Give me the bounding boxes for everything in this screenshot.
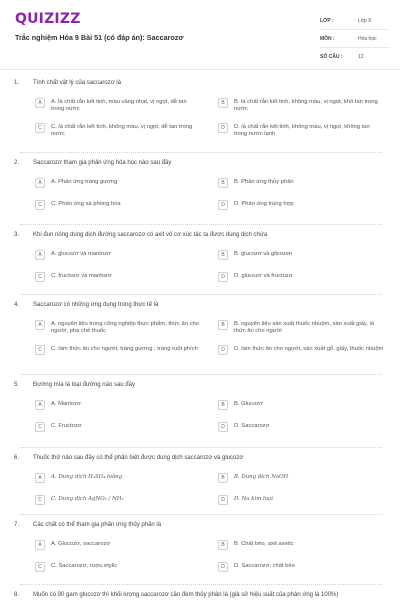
option-text: A. Dung dịch H₂SO₄ loãng xyxy=(51,474,123,480)
meta-label: MÔN : xyxy=(320,35,335,42)
worksheet-meta xyxy=(320,12,390,66)
option-text: B. là chất rắn kết tinh, không màu, vị ngọt, khó tan trong nước xyxy=(234,99,378,112)
question-divider xyxy=(20,374,382,375)
option-letter-box: A xyxy=(35,178,45,188)
question-text: Khi đun nóng dung dịch đường saccarozơ có axit vô cơ xúc tác ta được dung dịch chứa xyxy=(33,232,268,238)
option-letter-box: A xyxy=(35,98,45,108)
option-letter-box: D xyxy=(218,123,228,133)
question-number: 4. xyxy=(14,302,20,308)
question-divider xyxy=(20,584,382,585)
option-text: B. nguyên liệu sản xuất thuốc nhuộm, sản xuất giấy, là thức ăn cho người xyxy=(234,321,375,334)
option-letter-box: D xyxy=(218,272,228,282)
option-letter-box: B xyxy=(218,473,228,483)
question-text: Saccarozơ tham gia phản ứng hóa học nào sau đây xyxy=(33,160,172,166)
meta-row-subject xyxy=(320,30,390,48)
option-text: D. Saccarozơ, chất béo xyxy=(234,563,295,569)
option-text: A. Mantozơ xyxy=(51,401,81,407)
meta-row-class xyxy=(320,12,390,30)
option-text: A. là chất rắn kết tinh, màu vàng nhạt, vị ngọt, dễ tan trong nước xyxy=(51,99,187,112)
option-text: B. Phản ứng thủy phân xyxy=(234,179,294,185)
question-divider xyxy=(20,447,382,448)
question-divider xyxy=(20,224,382,225)
question-text: Thuốc thử nào sau đây có thể phân biệt được dung dịch saccarozơ và glucozơ xyxy=(33,455,244,461)
option-text: A. Glucozơ, saccarozơ xyxy=(51,541,111,547)
option-text: A. Phản ứng tráng gương xyxy=(51,179,118,185)
worksheet-title: Trắc nghiệm Hóa 9 Bài 51 (có đáp án): Saccarozơ xyxy=(15,33,184,42)
meta-value: Lớp 9 xyxy=(358,17,372,24)
question-text: Đường mía là loại đường nào sau đây xyxy=(33,382,135,388)
option-text: C. fructozơ và mantozơ xyxy=(51,273,112,279)
option-letter-box: A xyxy=(35,320,45,330)
option-letter-box: B xyxy=(218,98,228,108)
question-number: 2. xyxy=(14,160,20,166)
option-text: C. Phản ứng xà phòng hóa xyxy=(51,201,121,207)
worksheet-header xyxy=(0,0,400,70)
option-letter-box: D xyxy=(218,562,228,572)
option-text: D. là chất rắn kết tinh, không màu, vị ngọt, không tan trong nước lạnh xyxy=(234,124,370,137)
question-divider xyxy=(20,514,382,515)
option-letter-box: B xyxy=(218,320,228,330)
option-text: D. glucozơ và fructozơ xyxy=(234,273,293,279)
option-text: D. Phản ứng trùng hợp xyxy=(234,201,294,207)
question-divider xyxy=(20,152,382,153)
option-text: B. Chất béo, axit axetic xyxy=(234,541,294,547)
option-letter-box: D xyxy=(218,495,228,505)
option-text: C. Saccarozơ, rượu etylic xyxy=(51,563,118,569)
option-text: A. nguyên liệu trong công nghiệp thực phẩm, thức ăn cho người, pha chế thuốc xyxy=(51,321,199,334)
option-text: D. Saccarozơ xyxy=(234,423,270,429)
meta-row-count xyxy=(320,48,390,66)
question-number: 5. xyxy=(14,382,20,388)
option-letter-box: A xyxy=(35,250,45,260)
option-text: C. làm thức ăn cho người, tráng gương , tráng ruột phích xyxy=(51,346,198,352)
option-text: A. glucozơ và mantozơ xyxy=(51,251,111,257)
question-number: 6. xyxy=(14,455,20,461)
option-text: C. là chất rắn kết tinh, không màu, vị ngọt, dễ tan trong nước xyxy=(51,124,193,137)
option-letter-box: B xyxy=(218,178,228,188)
question-number: 3. xyxy=(14,232,20,238)
meta-label: SỐ CÂU : xyxy=(320,54,343,60)
option-letter-box: C xyxy=(35,123,45,133)
option-letter-box: A xyxy=(35,540,45,550)
option-letter-box: C xyxy=(35,422,45,432)
option-letter-box: B xyxy=(218,400,228,410)
option-letter-box: D xyxy=(218,200,228,210)
option-letter-box: A xyxy=(35,400,45,410)
option-text: D. Na kim loại xyxy=(234,496,273,502)
option-text: B. glucozơ và glicozen xyxy=(234,251,293,257)
option-letter-box: C xyxy=(35,345,45,355)
option-text: B. Glucozơ xyxy=(234,401,263,407)
question-number: 8. xyxy=(14,592,20,598)
meta-value: Hóa học xyxy=(358,35,377,42)
question-divider xyxy=(20,294,382,295)
option-letter-box: C xyxy=(35,272,45,282)
option-letter-box: C xyxy=(35,562,45,572)
option-text: C. Dung dịch AgNO₃ / NH₃ xyxy=(51,496,124,502)
option-letter-box: D xyxy=(218,345,228,355)
option-letter-box: B xyxy=(218,540,228,550)
meta-label: LỚP : xyxy=(320,17,334,24)
option-text: B. Dung dịch NaOH xyxy=(234,474,289,480)
option-text: D. làm thức ăn cho người, sản xuất gỗ, giấy, thuốc nhuộm xyxy=(234,346,384,352)
question-text: Muốn có 90 gam glucozơ thì khối lượng saccarozơ cần đem thủy phân là (giả sử hiệu suất của phản ứng là 100%) xyxy=(33,592,339,598)
option-letter-box: C xyxy=(35,495,45,505)
option-text: C. Fructozơ xyxy=(51,423,82,429)
option-letter-box: C xyxy=(35,200,45,210)
question-text: Tính chất vật lý của saccarozơ là xyxy=(33,80,121,86)
option-letter-box: B xyxy=(218,250,228,260)
meta-value: 12 xyxy=(358,54,364,60)
question-number: 1. xyxy=(14,80,20,86)
question-text: Saccarozơ có những ứng dụng trong thực tế là xyxy=(33,302,159,308)
question-text: Các chất có thể tham gia phản ứng thủy phân là xyxy=(33,522,162,528)
option-letter-box: D xyxy=(218,422,228,432)
quizizz-logo: QUIZIZZ xyxy=(15,11,81,27)
question-number: 7. xyxy=(14,522,20,528)
option-letter-box: A xyxy=(35,473,45,483)
